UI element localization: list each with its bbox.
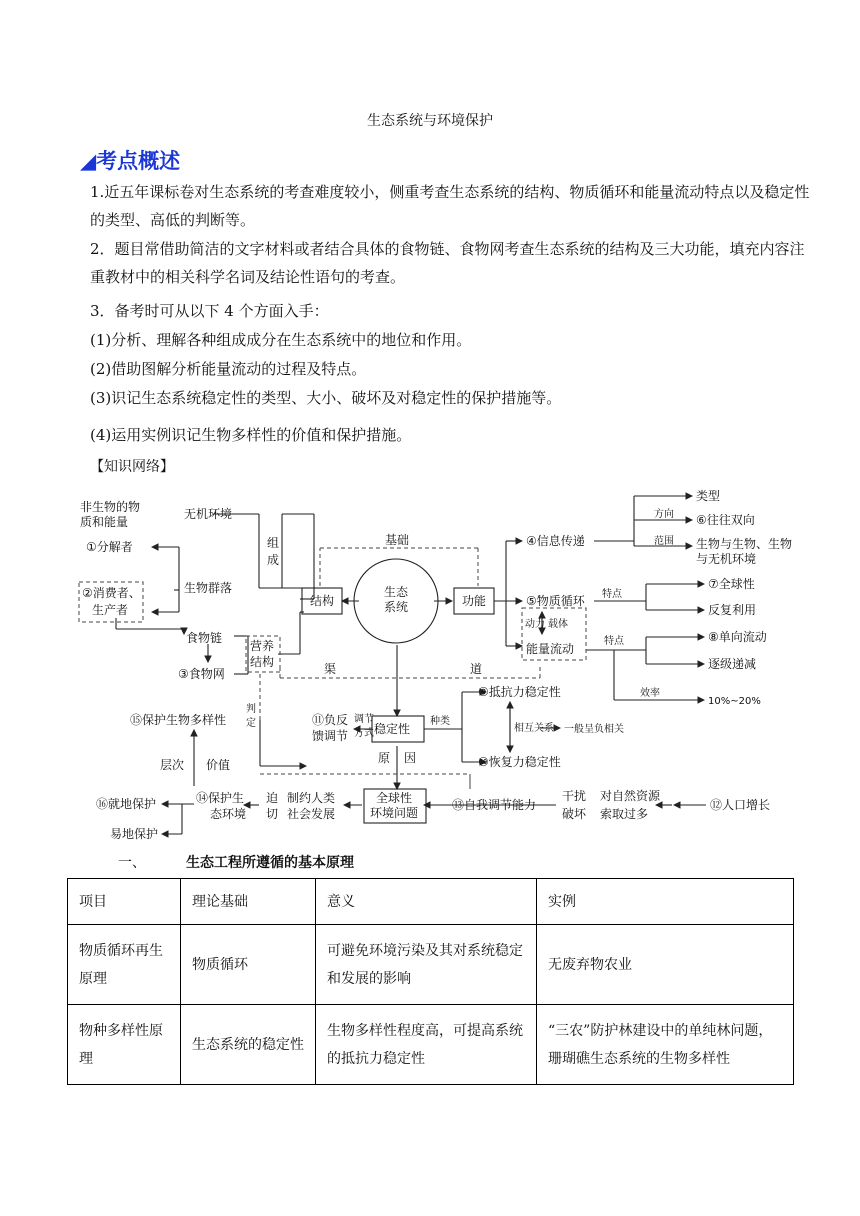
node-protect-env-1: ⑭保护生: [196, 791, 245, 805]
table-cell: “三农”防护林建设中的单纯林问题，珊瑚礁生态系统的生物多样性: [537, 1005, 794, 1085]
paragraph-1: 1.近五年课标卷对生态系统的考查难度较小，侧重考查生态系统的结构、物质循环和能量流动特点以及稳定性的类型、高低的判断等。: [90, 183, 810, 229]
node-demand-1: 对自然资源: [600, 789, 661, 803]
label-scope: 范围: [654, 536, 674, 547]
table-cell: 无废弃物农业: [537, 925, 794, 1005]
node-type: 类型: [696, 489, 721, 503]
node-stability: 稳定性: [374, 722, 411, 736]
node-global: ⑦全球性: [708, 577, 755, 591]
table-cell: 生态系统的稳定性: [181, 1005, 316, 1085]
table-cell: 生物多样性程度高，可提高系统的抵抗力稳定性: [316, 1005, 537, 1085]
paragraph-6: (3)识记生态系统稳定性的类型、大小、破坏及对稳定性的保护措施等。: [90, 389, 562, 407]
node-recover: ⑩恢复力稳定性: [478, 755, 561, 769]
node-decrease: 逐级递减: [708, 657, 757, 671]
table-row: [68, 925, 794, 1005]
label-carrier: 载体: [548, 619, 568, 630]
node-resist: ⑨抵抗力稳定性: [478, 685, 561, 699]
label-compose-2: 成: [267, 553, 280, 567]
label-urgent-2: 切: [266, 807, 279, 821]
table-header-cell: 理论基础: [181, 879, 316, 925]
node-food-chain: 食物链: [186, 631, 223, 645]
label-power: 动力: [525, 619, 545, 630]
node-restrict-2: 社会发展: [287, 807, 336, 821]
node-bidirectional: ⑥往往双向: [696, 513, 755, 527]
node-global-issue-1: 全球性: [376, 791, 413, 805]
node-trophic-1: 营养: [250, 639, 275, 653]
table-header-cell: 实例: [537, 879, 794, 925]
section-one-num: 一、: [118, 855, 146, 871]
node-abiotic-env: 无机环境: [184, 507, 233, 521]
node-demand-2: 索取过多: [600, 807, 649, 821]
node-producer: 生产者: [92, 603, 129, 617]
node-feedback-2: 馈调节: [312, 729, 349, 743]
node-matter: ⑤物质循环: [526, 594, 585, 608]
principles-table: [67, 878, 794, 1085]
node-decomposer: ①分解者: [86, 540, 133, 554]
table-header-cell: 意义: [316, 879, 537, 925]
label-basis: 基础: [385, 533, 410, 547]
network-label: 【知识网络】: [90, 459, 174, 475]
label-feature-b: 特点: [604, 636, 624, 647]
node-function: 功能: [462, 594, 487, 608]
label-kinds: 种类: [430, 716, 450, 727]
node-reuse: 反复利用: [708, 603, 757, 617]
node-population: ⑫人口增长: [710, 798, 771, 812]
table-cell: 物质循环再生原理: [68, 925, 181, 1005]
label-cause-1: 原: [378, 751, 391, 765]
table-cell: 物质循环: [181, 925, 316, 1005]
label-relation: 相互关系: [514, 723, 554, 734]
label-interfere: 干扰: [562, 789, 587, 803]
label-compose-1: 组: [267, 536, 280, 550]
label-efficiency: 效率: [640, 688, 660, 699]
section-heading: ◢考点概述: [80, 149, 181, 173]
section-one-title: 生态工程所遵循的基本原理: [186, 855, 354, 871]
node-efficiency-val: 10%~20%: [708, 696, 761, 707]
label-value: 价值: [206, 758, 231, 772]
node-scope-val-2: 与无机环境: [696, 552, 757, 566]
node-center-2: 系统: [384, 600, 409, 614]
label-judge-2: 定: [246, 718, 256, 729]
paragraph-3: 3．备考时可从以下 4 个方面入手：: [90, 302, 329, 320]
table-row: [68, 1005, 794, 1085]
section-one-heading: [118, 852, 354, 872]
node-food-web: ③食物网: [178, 667, 225, 681]
paragraph-5: (2)借助图解分析能量流动的过程及特点。: [90, 360, 367, 378]
node-structure: 结构: [310, 594, 335, 608]
knowledge-network-diagram: [74, 484, 804, 844]
label-channel-2: 道: [470, 662, 483, 676]
node-self-reg: ⑬自我调节能力: [452, 798, 537, 812]
label-levels: 层次: [160, 758, 185, 772]
node-one-way: ⑧单向流动: [708, 630, 767, 644]
table-header-cell: 项目: [68, 879, 181, 925]
paragraph-7: (4)运用实例识记生物多样性的价值和保护措施。: [90, 426, 412, 444]
label-regulate-1: 调节: [354, 714, 374, 725]
node-info: ④信息传递: [526, 534, 585, 548]
node-protect-env-2: 态环境: [210, 807, 247, 821]
node-protect-bio: ⑮保护生物多样性: [130, 713, 227, 727]
node-feedback-1: ⑪负反: [312, 713, 349, 727]
label-channel-1: 渠: [324, 662, 337, 676]
node-community: 生物群落: [184, 581, 233, 595]
paragraph-2: 2．题目常借助简洁的文字材料或者结合具体的食物链、食物网考查生态系统的结构及三大功能，填充内容注重教材中的相关科学名词及结论性语句的考查。: [90, 240, 805, 286]
paragraph-4: (1)分析、理解各种组成成分在生态系统中的地位和作用。: [90, 331, 472, 349]
node-non-bio-1: 非生物的物: [80, 500, 141, 514]
node-neg-corr: 一般呈负相关: [564, 724, 624, 735]
node-restrict-1: 制约人类: [287, 791, 336, 805]
node-energy: 能量流动: [526, 642, 575, 656]
node-global-issue-2: 环境问题: [370, 806, 419, 820]
node-non-bio-2: 质和能量: [80, 515, 129, 529]
table-cell: 可避免环境污染及其对系统稳定和发展的影响: [316, 925, 537, 1005]
label-cause-2: 因: [404, 751, 417, 765]
table-header-row: [68, 879, 794, 925]
label-regulate-2: 方式: [354, 728, 374, 739]
node-consumer: ②消费者、: [82, 586, 141, 600]
label-destroy: 破坏: [562, 807, 587, 821]
node-in-situ: ⑯就地保护: [96, 797, 157, 811]
node-ex-situ: 易地保护: [110, 827, 159, 841]
table-cell: 物种多样性原理: [68, 1005, 181, 1085]
label-urgent-1: 迫: [266, 791, 279, 805]
node-trophic-2: 结构: [250, 655, 275, 669]
label-judge-1: 判: [246, 704, 256, 715]
doc-title: 生态系统与环境保护: [367, 113, 493, 129]
label-direction: 方向: [654, 509, 674, 520]
node-scope-val-1: 生物与生物、生物: [696, 537, 793, 551]
label-feature-a: 特点: [602, 589, 622, 600]
node-center-1: 生态: [384, 585, 409, 599]
